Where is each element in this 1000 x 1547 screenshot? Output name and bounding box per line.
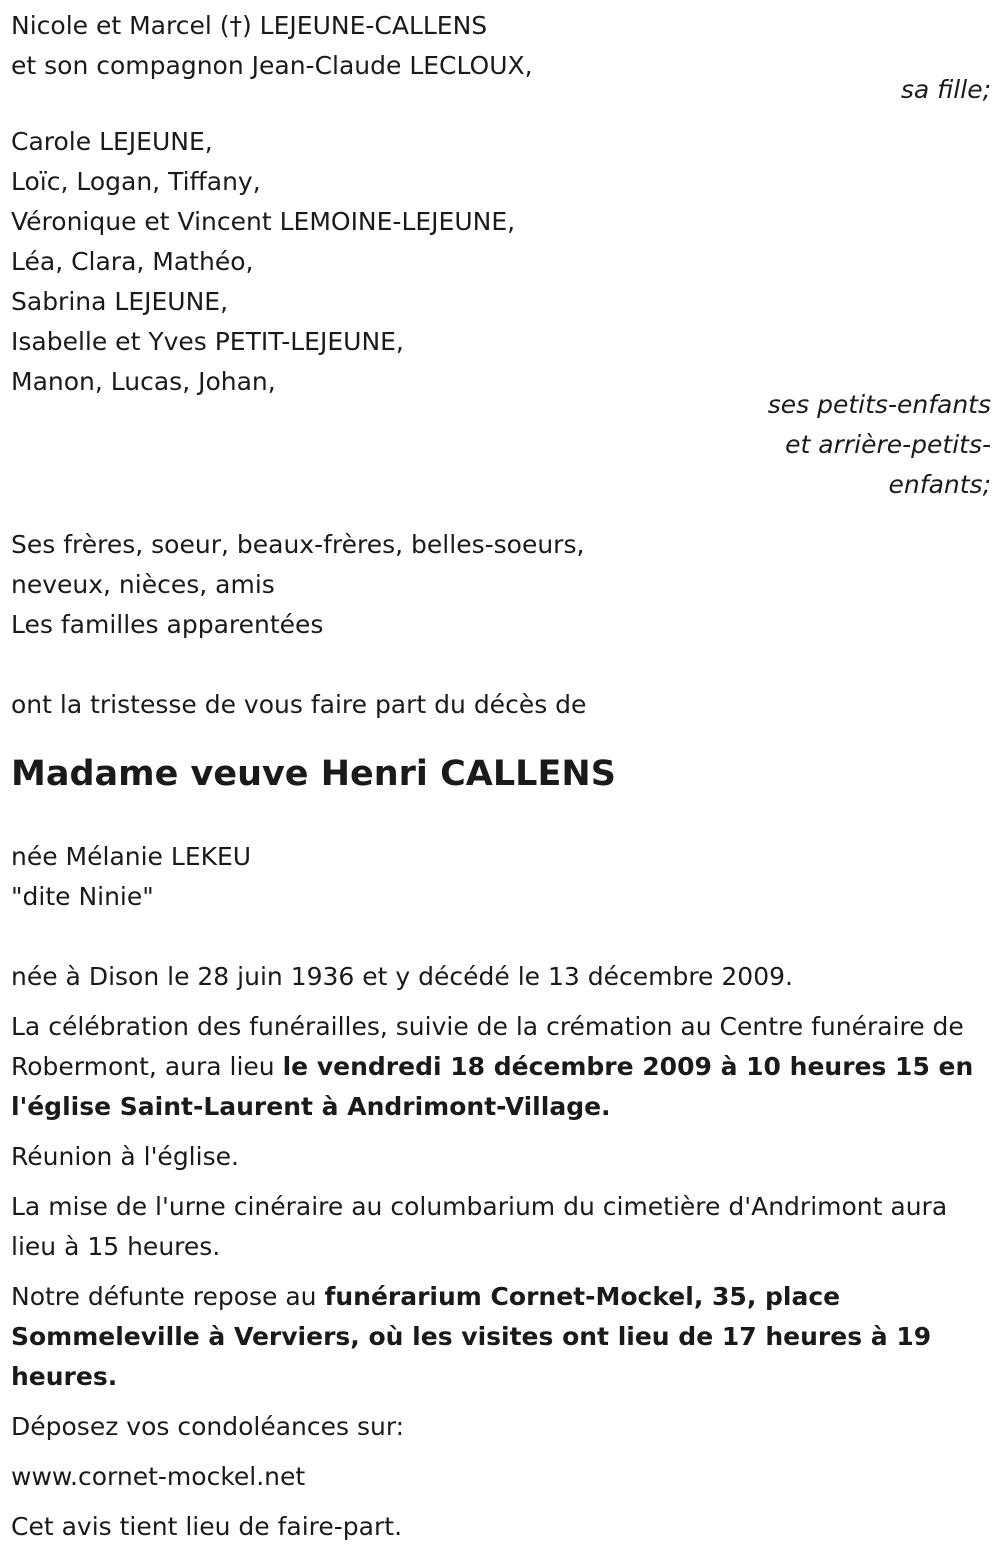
funeral-date-location: le vendredi 18 décembre 2009 à 10 heures 15 en l'église Saint-Laurent à Andrimont-Village. (11, 1052, 974, 1121)
urn-text: La mise de l'urne cinéraire au columbarium du cimetière d'Andrimont aura lieu à 15 heures. (11, 1192, 948, 1261)
relatives-line: Les familles apparentées (11, 610, 324, 639)
relatives-line: Ses frères, soeur, beaux-frères, belles-soeurs, (11, 530, 585, 559)
meeting-text: Réunion à l'église. (11, 1142, 239, 1171)
funeral-details (11, 1007, 991, 1127)
grandchild-line: Carole LEJEUNE, (11, 127, 213, 156)
grandchild-line: Léa, Clara, Mathéo, (11, 247, 254, 276)
relatives-line: neveux, nièces, amis (11, 570, 275, 599)
grandchildren-role-line: et arrière-petits- (785, 430, 991, 459)
birth-death-dates: née à Dison le 28 juin 1936 et y décédé le 13 décembre 2009. (11, 962, 793, 991)
repose-text: Notre défunte repose au (11, 1282, 325, 1311)
condolences-label: Déposez vos condoléances sur: (11, 1412, 405, 1441)
relatives-block (11, 525, 991, 645)
funerarium-info: funérarium Cornet-Mockel, 35, place Sommeleville à Verviers, où les visites ont lieu de 17 heures à 19 heures. (11, 1282, 932, 1391)
grandchildren-block (11, 122, 991, 505)
condolences-website: www.cornet-mockel.net (11, 1462, 306, 1491)
repose-details (11, 1277, 991, 1397)
birth-name: née Mélanie LEKEU (11, 842, 252, 871)
daughter-role: sa fille; (900, 75, 991, 104)
grandchild-line: Véronique et Vincent LEMOINE-LEJEUNE, (11, 207, 516, 236)
grandchild-line: Loïc, Logan, Tiffany, (11, 167, 261, 196)
grandchildren-role-line: enfants; (888, 470, 991, 499)
funeral-text: La célébration des funérailles, suivie de la crémation au Centre funéraire de Robermont, aura lieu (11, 1012, 964, 1081)
grandchild-line: Isabelle et Yves PETIT-LEJEUNE, (11, 327, 404, 356)
grandchild-line: Manon, Lucas, Johan, (11, 367, 276, 396)
daughter-line: et son compagnon Jean-Claude LECLOUX, (11, 51, 533, 80)
obituary-notice (11, 6, 991, 1547)
daughter-block (11, 6, 991, 110)
closing-note: Cet avis tient lieu de faire-part. (11, 1512, 403, 1541)
deceased-name: Madame veuve Henri CALLENS (11, 754, 616, 794)
announcement-text: ont la tristesse de vous faire part du décès de (11, 690, 587, 719)
nickname: "dite Ninie" (11, 882, 154, 911)
grandchildren-role-line: ses petits-enfants (767, 390, 991, 419)
daughter-line: Nicole et Marcel (†) LEJEUNE-CALLENS (11, 11, 488, 40)
grandchild-line: Sabrina LEJEUNE, (11, 287, 229, 316)
